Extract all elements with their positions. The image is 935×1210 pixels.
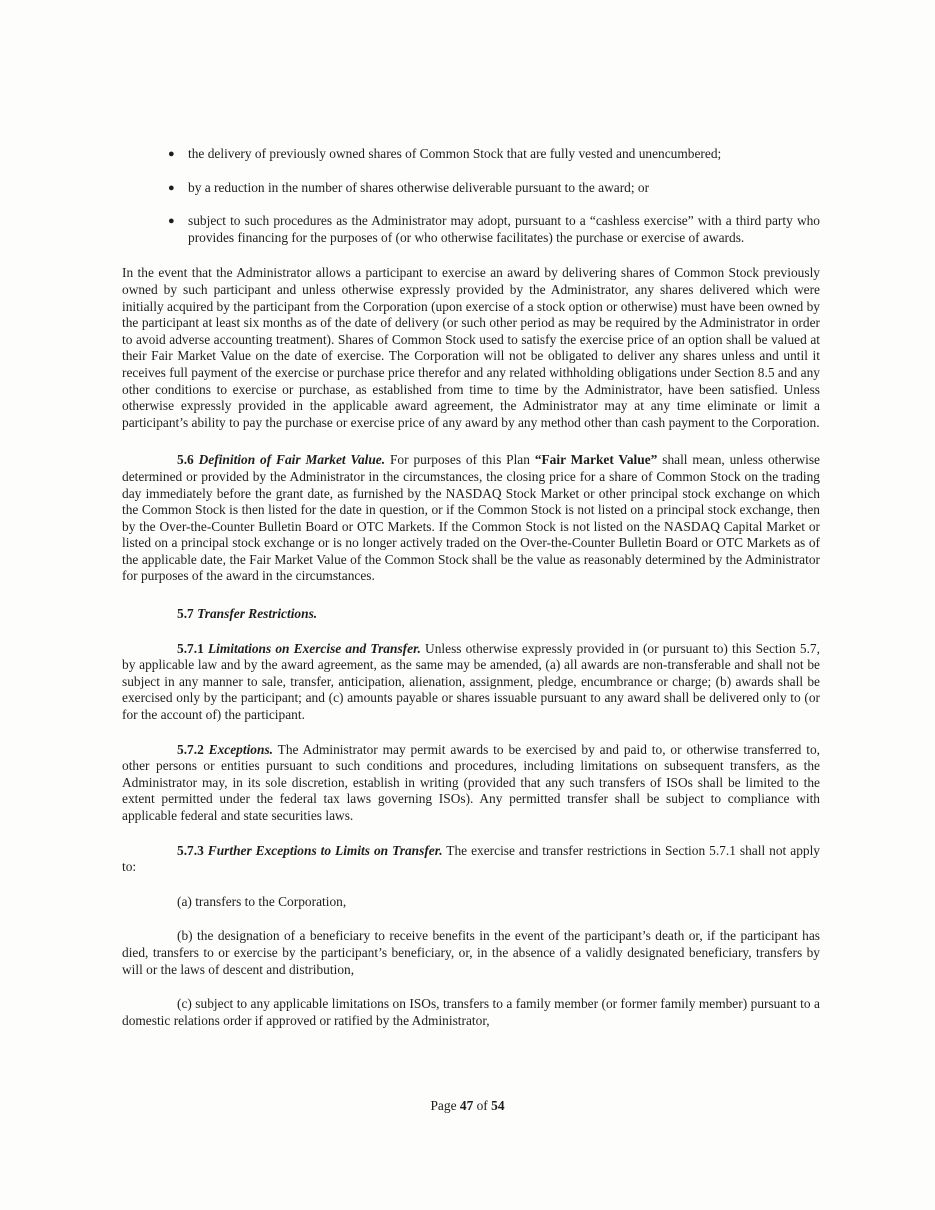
bullet-item-share-reduction (122, 180, 820, 197)
section-5-6-lead: For purposes of this Plan (385, 452, 535, 468)
section-5-7-3-paragraph (122, 843, 820, 876)
section-5-7-1-number: 5.7.1 (177, 640, 204, 656)
footer-label: Page (430, 1098, 460, 1113)
bullet-item-delivery-of-shares (122, 146, 820, 163)
section-5-7-heading (122, 606, 820, 623)
bullet-icon: ● (168, 181, 175, 194)
footer-of-word: of (473, 1098, 492, 1113)
bullet-item-cashless-exercise (122, 213, 820, 246)
bullet-text: by a reduction in the number of shares otherwise deliverable pursuant to the award; or (188, 179, 650, 195)
section-5-7-2-title: Exceptions. (203, 741, 274, 757)
exception-item-c: (c) subject to any applicable limitations on ISOs, transfers to a family member (or former family member) pursuant to a domestic relations order if approved or ratified by the Administrator, (122, 996, 820, 1028)
exception-item-b: (b) the designation of a beneficiary to receive benefits in the event of the participant’s death or, if the participant has died, transfers to or exercise by the participant’s beneficiary, or, in the absence of a validly designated beneficiary, transfers by will or the laws of descent and distribution, (122, 928, 820, 977)
section-5-7-2-number: 5.7.2 (177, 741, 204, 757)
bullet-icon: ● (168, 148, 175, 160)
section-5-7-1-body: Unless otherwise expressly provided in (or pursuant to) this Section 5.7, by applicable law and by the award agreement, as the same may be amended, (a) all awards are non-transferable and shall not be subject in any manner to sale, transfer, anticipation, alienation, assignment, pledge, encumbrance or charge; (b) awards shall be exercised only by the participant; and (c) amounts payable or shares issuable pursuant to any award shall be delivered only to (or for the account of) the participant. (122, 640, 820, 723)
bullet-text: subject to such procedures as the Administrator may adopt, pursuant to a “cashless exercise” with a third party who provides financing for the purposes of (or who otherwise facilitates) the purchase or exercise of awards. (188, 213, 820, 245)
section-5-6-paragraph (122, 452, 820, 585)
bullet-icon: ● (168, 215, 175, 228)
section-5-7-2-paragraph (122, 742, 820, 825)
section-5-7-1-paragraph (122, 641, 820, 724)
section-5-7-2-body: The Administrator may permit awards to be exercised by and paid to, or otherwise transferred to, other persons or entities pursuant to such conditions and procedures, including limitations on subsequent transfers, as the Administrator may, in its sole discretion, establish in writing (provided that any such transfers of ISOs shall be limited to the extent permitted under the federal tax laws governing ISOs). Any permitted transfer shall be subject to compliance with applicable federal and state securities laws. (122, 741, 821, 823)
section-5-6-body: shall mean, unless otherwise determined or provided by the Administrator in the circumstances, the closing price for a share of Common Stock on the trading day immediately before the grant date, as furnished by the NASDAQ Stock Market or other principal stock exchange on which the Common Stock is then listed for the date in question, or if the Common Stock is not listed on a principal stock exchange, then by the Over-the-Counter Bulletin Board or OTC Markets. If the Common Stock is not listed on the NASDAQ Capital Market or listed on a principal stock exchange or is no longer actively traded on the Over-the-Counter Bulletin Board or OTC Markets as of the applicable date, the Fair Market Value of the Common Stock shall be the value as reasonably determined by the Administrator for purposes of the award in the circumstances. (122, 452, 821, 584)
section-5-7-3-number: 5.7.3 (177, 842, 204, 858)
section-5-7-1-title: Limitations on Exercise and Transfer. (203, 640, 421, 656)
section-5-6-title: Definition of Fair Market Value. (193, 452, 386, 468)
section-5-6-bold-term: “Fair Market Value” (534, 452, 658, 468)
page-footer (0, 1098, 935, 1115)
bullet-text: the delivery of previously owned shares of Common Stock that are fully vested and unencumbered; (188, 146, 722, 161)
section-5-7-3-body: The exercise and transfer restrictions in Section 5.7.1 shall not apply to: (122, 842, 820, 875)
footer-total-pages: 54 (491, 1098, 505, 1113)
section-5-7-number: 5.7 (177, 606, 194, 622)
paragraph-exercise-payment: In the event that the Administrator allows a participant to exercise an award by delivering shares of Common Stock previously owned by such participant and unless otherwise expressly provided by the Administrator, any shares delivered which were initially acquired by the participant from the Corporation (upon exercise of a stock option or otherwise) must have been owned by the participant at least six months as of the date of delivery (or such other period as may be required by the Administrator in order to avoid adverse accounting treatment). Shares of Common Stock used to satisfy the exercise price of an option shall be valued at their Fair Market Value on the date of exercise. The Corporation will not be obligated to deliver any shares unless and until it receives full payment of the exercise or purchase price therefor and any related withholding obligations under Section 8.5 and any other conditions to exercise or purchase, as established from time to time by the Administrator, have been satisfied. Unless otherwise expressly provided in the applicable award agreement, the Administrator may at any time eliminate or limit a participant’s ability to pay the purchase or exercise price of any award by any method other than cash payment to the Corporation. (122, 265, 820, 430)
page-content (122, 146, 820, 1047)
footer-page-number: 47 (459, 1098, 474, 1113)
exception-item-a: (a) transfers to the Corporation, (177, 893, 347, 909)
section-5-7-title: Transfer Restrictions. (193, 606, 318, 622)
section-5-6-number: 5.6 (177, 452, 194, 468)
bullet-list (122, 146, 820, 246)
section-5-7-3-title: Further Exceptions to Limits on Transfer. (203, 842, 443, 858)
